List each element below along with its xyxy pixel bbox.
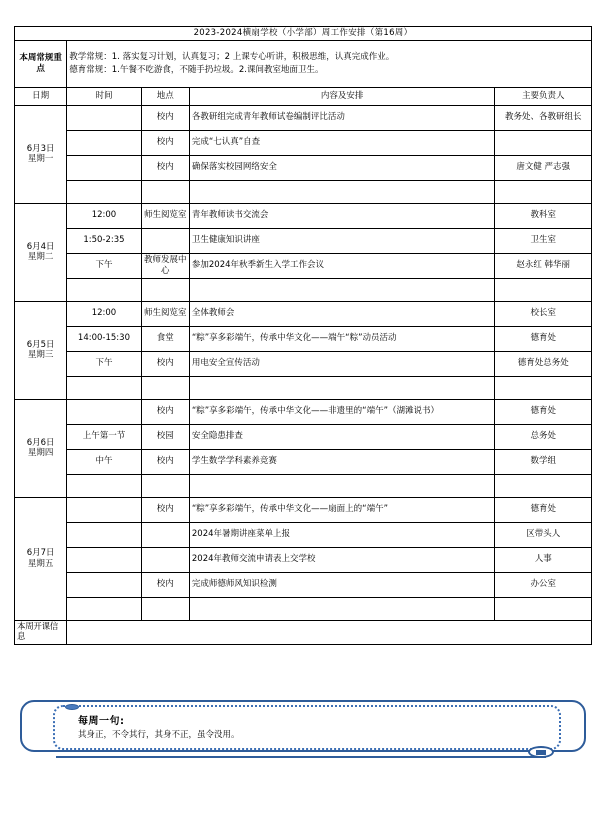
cell-owner bbox=[495, 474, 592, 497]
cell-time: 中午 bbox=[67, 449, 141, 474]
cell-owner: 区带头人 bbox=[495, 522, 592, 547]
cell-place bbox=[141, 597, 189, 620]
weekly-focus-line-teaching: 教学常规：1. 落实复习计划，认真复习；2 上课专心听讲，积极思维，认真完成作业。 bbox=[69, 51, 395, 62]
weekly-schedule-table bbox=[14, 26, 592, 645]
cell-owner: 人事 bbox=[495, 547, 592, 572]
cell-owner: 德育处 bbox=[495, 497, 592, 522]
cell-time bbox=[67, 155, 141, 180]
weekly-focus-label: 本周常规重点 bbox=[15, 40, 67, 87]
table-spacer-row bbox=[15, 180, 592, 203]
cell-place: 校内 bbox=[141, 497, 189, 522]
cell-content: 完成“七认真”自查 bbox=[189, 130, 495, 155]
cell-time bbox=[67, 497, 141, 522]
cell-owner bbox=[495, 278, 592, 301]
cell-content: 2024年暑期讲座菜单上报 bbox=[189, 522, 495, 547]
column-header-time: 时间 bbox=[67, 87, 141, 105]
weekly-focus-row bbox=[15, 40, 592, 87]
cell-content bbox=[189, 376, 495, 399]
table-row bbox=[15, 572, 592, 597]
cell-content bbox=[189, 597, 495, 620]
cell-place: 师生阅览室 bbox=[141, 301, 189, 326]
cell-content bbox=[189, 180, 495, 203]
cell-owner: 德育处 bbox=[495, 326, 592, 351]
footer-label: 本周开课信息 bbox=[15, 620, 67, 644]
table-row bbox=[15, 155, 592, 180]
table-row bbox=[15, 497, 592, 522]
cell-owner: 数学组 bbox=[495, 449, 592, 474]
day-date-cell: 6月7日 星期五 bbox=[15, 497, 67, 620]
table-body bbox=[15, 27, 592, 645]
table-row bbox=[15, 424, 592, 449]
quote-title: 每周一句: bbox=[78, 716, 125, 727]
table-row bbox=[15, 399, 592, 424]
cell-place: 师生阅览室 bbox=[141, 203, 189, 228]
weekly-focus-line-moral: 德育常规：1.午餐不吃游食，不随手扔垃圾。2.课间教室地面卫生。 bbox=[69, 64, 324, 75]
cell-time: 下午 bbox=[67, 253, 141, 278]
table-row bbox=[15, 105, 592, 130]
footer-value bbox=[67, 620, 592, 644]
quote-text-block bbox=[78, 714, 548, 743]
cell-content: “粽”享多彩端午，传承中华文化——扇面上的“端午” bbox=[189, 497, 495, 522]
cell-place bbox=[141, 376, 189, 399]
cell-time bbox=[67, 278, 141, 301]
cell-time: 12:00 bbox=[67, 203, 141, 228]
cell-time bbox=[67, 399, 141, 424]
cell-time bbox=[67, 130, 141, 155]
table-row bbox=[15, 203, 592, 228]
cell-content: 安全隐患排查 bbox=[189, 424, 495, 449]
page-title: 2023-2024横扇学校（小学部）周工作安排（第16周） bbox=[15, 27, 592, 41]
cell-place bbox=[141, 522, 189, 547]
cell-time bbox=[67, 474, 141, 497]
cell-content: “粽”享多彩端午，传承中华文化——端午“粽”动员活动 bbox=[189, 326, 495, 351]
cell-owner: 办公室 bbox=[495, 572, 592, 597]
table-row bbox=[15, 326, 592, 351]
cell-content bbox=[189, 474, 495, 497]
table-row bbox=[15, 547, 592, 572]
cell-owner: 赵永红 韩华丽 bbox=[495, 253, 592, 278]
table-row bbox=[15, 301, 592, 326]
table-spacer-row bbox=[15, 278, 592, 301]
day-date-cell: 6月4日 星期二 bbox=[15, 203, 67, 301]
footer-row bbox=[15, 620, 592, 644]
cell-place bbox=[141, 547, 189, 572]
cell-place bbox=[141, 474, 189, 497]
cell-owner: 唐文健 严志强 bbox=[495, 155, 592, 180]
cell-time: 上午第一节 bbox=[67, 424, 141, 449]
cell-content: “粽”享多彩端午，传承中华文化——非遗里的“端午”（湖滩说书） bbox=[189, 399, 495, 424]
title-row bbox=[15, 27, 592, 41]
cell-time: 14:00-15:30 bbox=[67, 326, 141, 351]
cell-place bbox=[141, 278, 189, 301]
table-row bbox=[15, 351, 592, 376]
cell-owner bbox=[495, 597, 592, 620]
cell-time: 1:50-2:35 bbox=[67, 228, 141, 253]
cell-time: 12:00 bbox=[67, 301, 141, 326]
quote-body: 其身正，不令其行，其身不正，虽令没用。 bbox=[78, 730, 240, 740]
cell-content: 完成师德师风知识检测 bbox=[189, 572, 495, 597]
day-date-cell: 6月3日 星期一 bbox=[15, 105, 67, 203]
cell-owner bbox=[495, 376, 592, 399]
day-date-cell: 6月5日 星期三 bbox=[15, 301, 67, 399]
cell-content bbox=[189, 278, 495, 301]
cell-owner bbox=[495, 130, 592, 155]
table-spacer-row bbox=[15, 597, 592, 620]
cell-place: 食堂 bbox=[141, 326, 189, 351]
callout-bottom-ornament-icon bbox=[528, 746, 554, 758]
table-spacer-row bbox=[15, 376, 592, 399]
callout-underline bbox=[56, 756, 546, 758]
cell-content: 青年教师读书交流会 bbox=[189, 203, 495, 228]
column-header-place: 地点 bbox=[141, 87, 189, 105]
cell-time bbox=[67, 547, 141, 572]
cell-owner: 德育处 bbox=[495, 399, 592, 424]
table-spacer-row bbox=[15, 474, 592, 497]
cell-place: 校内 bbox=[141, 155, 189, 180]
column-header-row bbox=[15, 87, 592, 105]
column-header-content: 内容及安排 bbox=[189, 87, 495, 105]
cell-time bbox=[67, 522, 141, 547]
cell-content: 2024年教师交流申请表上交学校 bbox=[189, 547, 495, 572]
table-row bbox=[15, 449, 592, 474]
cell-content: 卫生健康知识讲座 bbox=[189, 228, 495, 253]
cell-owner bbox=[495, 180, 592, 203]
cell-place: 校内 bbox=[141, 351, 189, 376]
cell-place bbox=[141, 180, 189, 203]
table-row bbox=[15, 130, 592, 155]
cell-owner: 卫生室 bbox=[495, 228, 592, 253]
cell-owner: 校长室 bbox=[495, 301, 592, 326]
day-date-cell: 6月6日 星期四 bbox=[15, 399, 67, 497]
cell-place: 校园 bbox=[141, 424, 189, 449]
cell-content: 全体教师会 bbox=[189, 301, 495, 326]
cell-owner: 总务处 bbox=[495, 424, 592, 449]
weekly-quote-callout bbox=[20, 700, 586, 762]
cell-place: 校内 bbox=[141, 130, 189, 155]
cell-place: 教师发展中心 bbox=[141, 253, 189, 278]
cell-place: 校内 bbox=[141, 105, 189, 130]
cell-time bbox=[67, 105, 141, 130]
table-row bbox=[15, 228, 592, 253]
table-row bbox=[15, 253, 592, 278]
table-row bbox=[15, 522, 592, 547]
cell-place: 校内 bbox=[141, 449, 189, 474]
cell-place bbox=[141, 228, 189, 253]
cell-content: 参加2024年秋季新生入学工作会议 bbox=[189, 253, 495, 278]
cell-content: 学生数学学科素养竞赛 bbox=[189, 449, 495, 474]
cell-time bbox=[67, 180, 141, 203]
cell-place: 校内 bbox=[141, 572, 189, 597]
cell-content: 用电安全宣传活动 bbox=[189, 351, 495, 376]
cell-time bbox=[67, 376, 141, 399]
column-header-owner: 主要负责人 bbox=[495, 87, 592, 105]
cell-time: 下午 bbox=[67, 351, 141, 376]
cell-place: 校内 bbox=[141, 399, 189, 424]
cell-owner: 教科室 bbox=[495, 203, 592, 228]
cell-owner: 教务处、各教研组长 bbox=[495, 105, 592, 130]
cell-owner: 德育处总务处 bbox=[495, 351, 592, 376]
callout-top-ornament-icon bbox=[65, 704, 79, 710]
cell-time bbox=[67, 572, 141, 597]
column-header-date: 日期 bbox=[15, 87, 67, 105]
cell-content: 确保落实校园网络安全 bbox=[189, 155, 495, 180]
cell-time bbox=[67, 597, 141, 620]
weekly-focus-body bbox=[67, 40, 592, 87]
cell-content: 各教研组完成青年教师试卷编制评比活动 bbox=[189, 105, 495, 130]
